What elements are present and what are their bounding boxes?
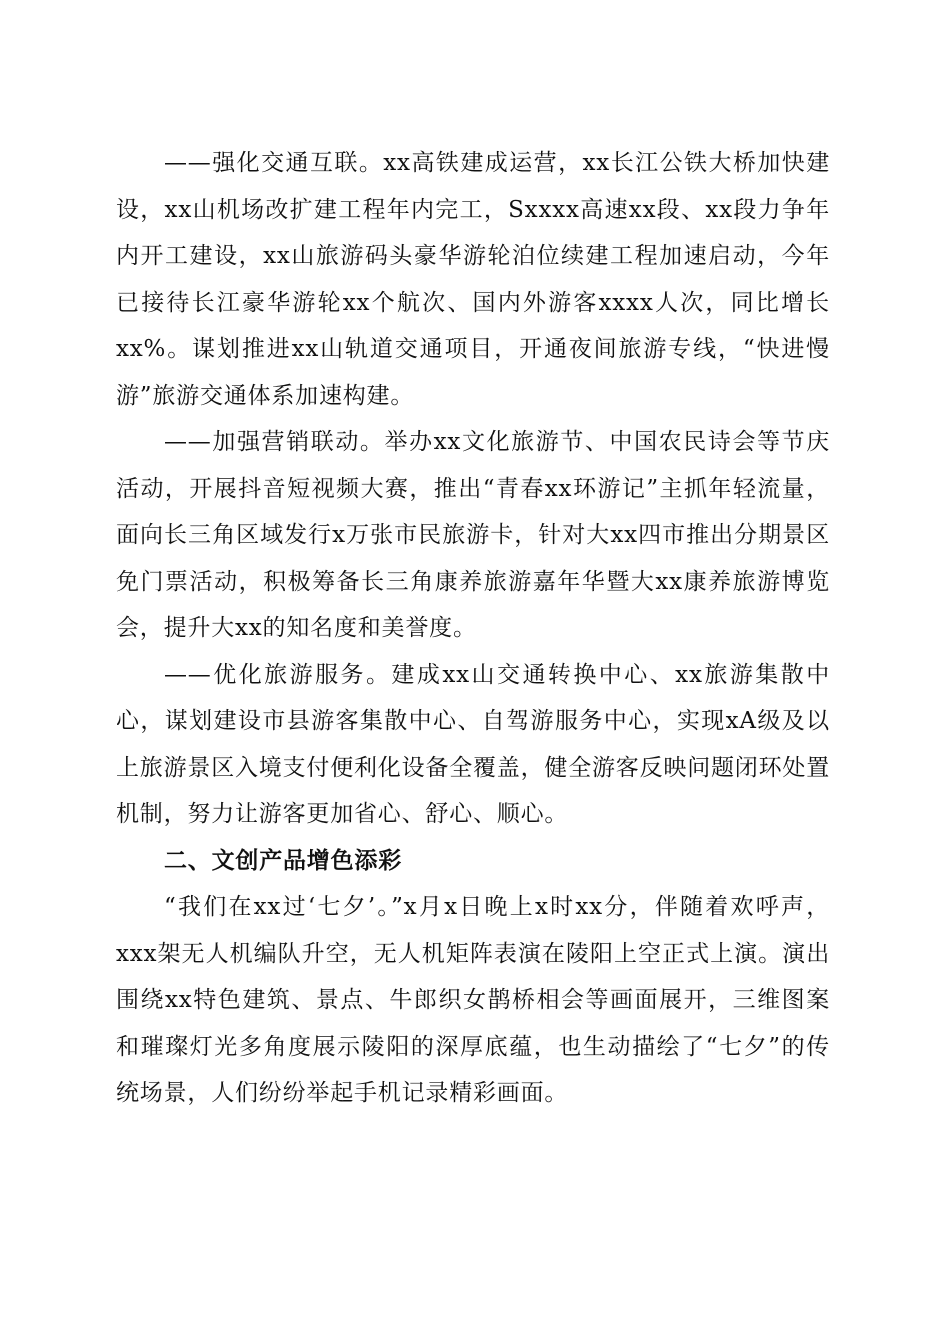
section-heading: 二、文创产品增色添彩 [164, 847, 402, 874]
paragraph-marketing: ——加强营销联动。举办xx文化旅游节、中国农民诗会等节庆活动，开展抖音短视频大赛，推出“青春xx环游记”主抓年轻流量，面向长三角区域发行x万张市民旅游卡，针对大xx四市推出分期景区免门票活动，积极筹备长三角康养旅游嘉年华暨大xx康养旅游博览会，提升大xx的知名度和美誉度。 [116, 429, 830, 641]
document-body [116, 140, 830, 1117]
paragraph-qixi: “我们在xx过‘七夕’。”x月x日晚上x时xx分，伴随着欢呼声，xxx架无人机编队升空，无人机矩阵表演在陵阳上空正式上演。演出围绕xx特色建筑、景点、牛郎织女鹊桥相会等画面展开，三维图案和璀璨灯光多角度展示陵阳的深厚底蕴，也生动描绘了“七夕”的传统场景，人们纷纷举起手机记录精彩画面。 [116, 894, 830, 1106]
paragraph-transport: ——强化交通互联。xx高铁建成运营，xx长江公铁大桥加快建设，xx山机场改扩建工程年内完工，Sxxxx高速xx段、xx段力争年内开工建设，xx山旅游码头豪华游轮泊位续建工程加速启动，今年已接待长江豪华游轮xx个航次、国内外游客xxxx人次，同比增长xx%。谋划推进xx山轨道交通项目，开通夜间旅游专线，“快进慢游”旅游交通体系加速构建。 [116, 150, 830, 409]
paragraph-service: ——优化旅游服务。建成xx山交通转换中心、xx旅游集散中心，谋划建设市县游客集散中心、自驾游服务中心，实现xA级及以上旅游景区入境支付便利化设备全覆盖，健全游客反映问题闭环处置机制，努力让游客更加省心、舒心、顺心。 [116, 661, 830, 827]
